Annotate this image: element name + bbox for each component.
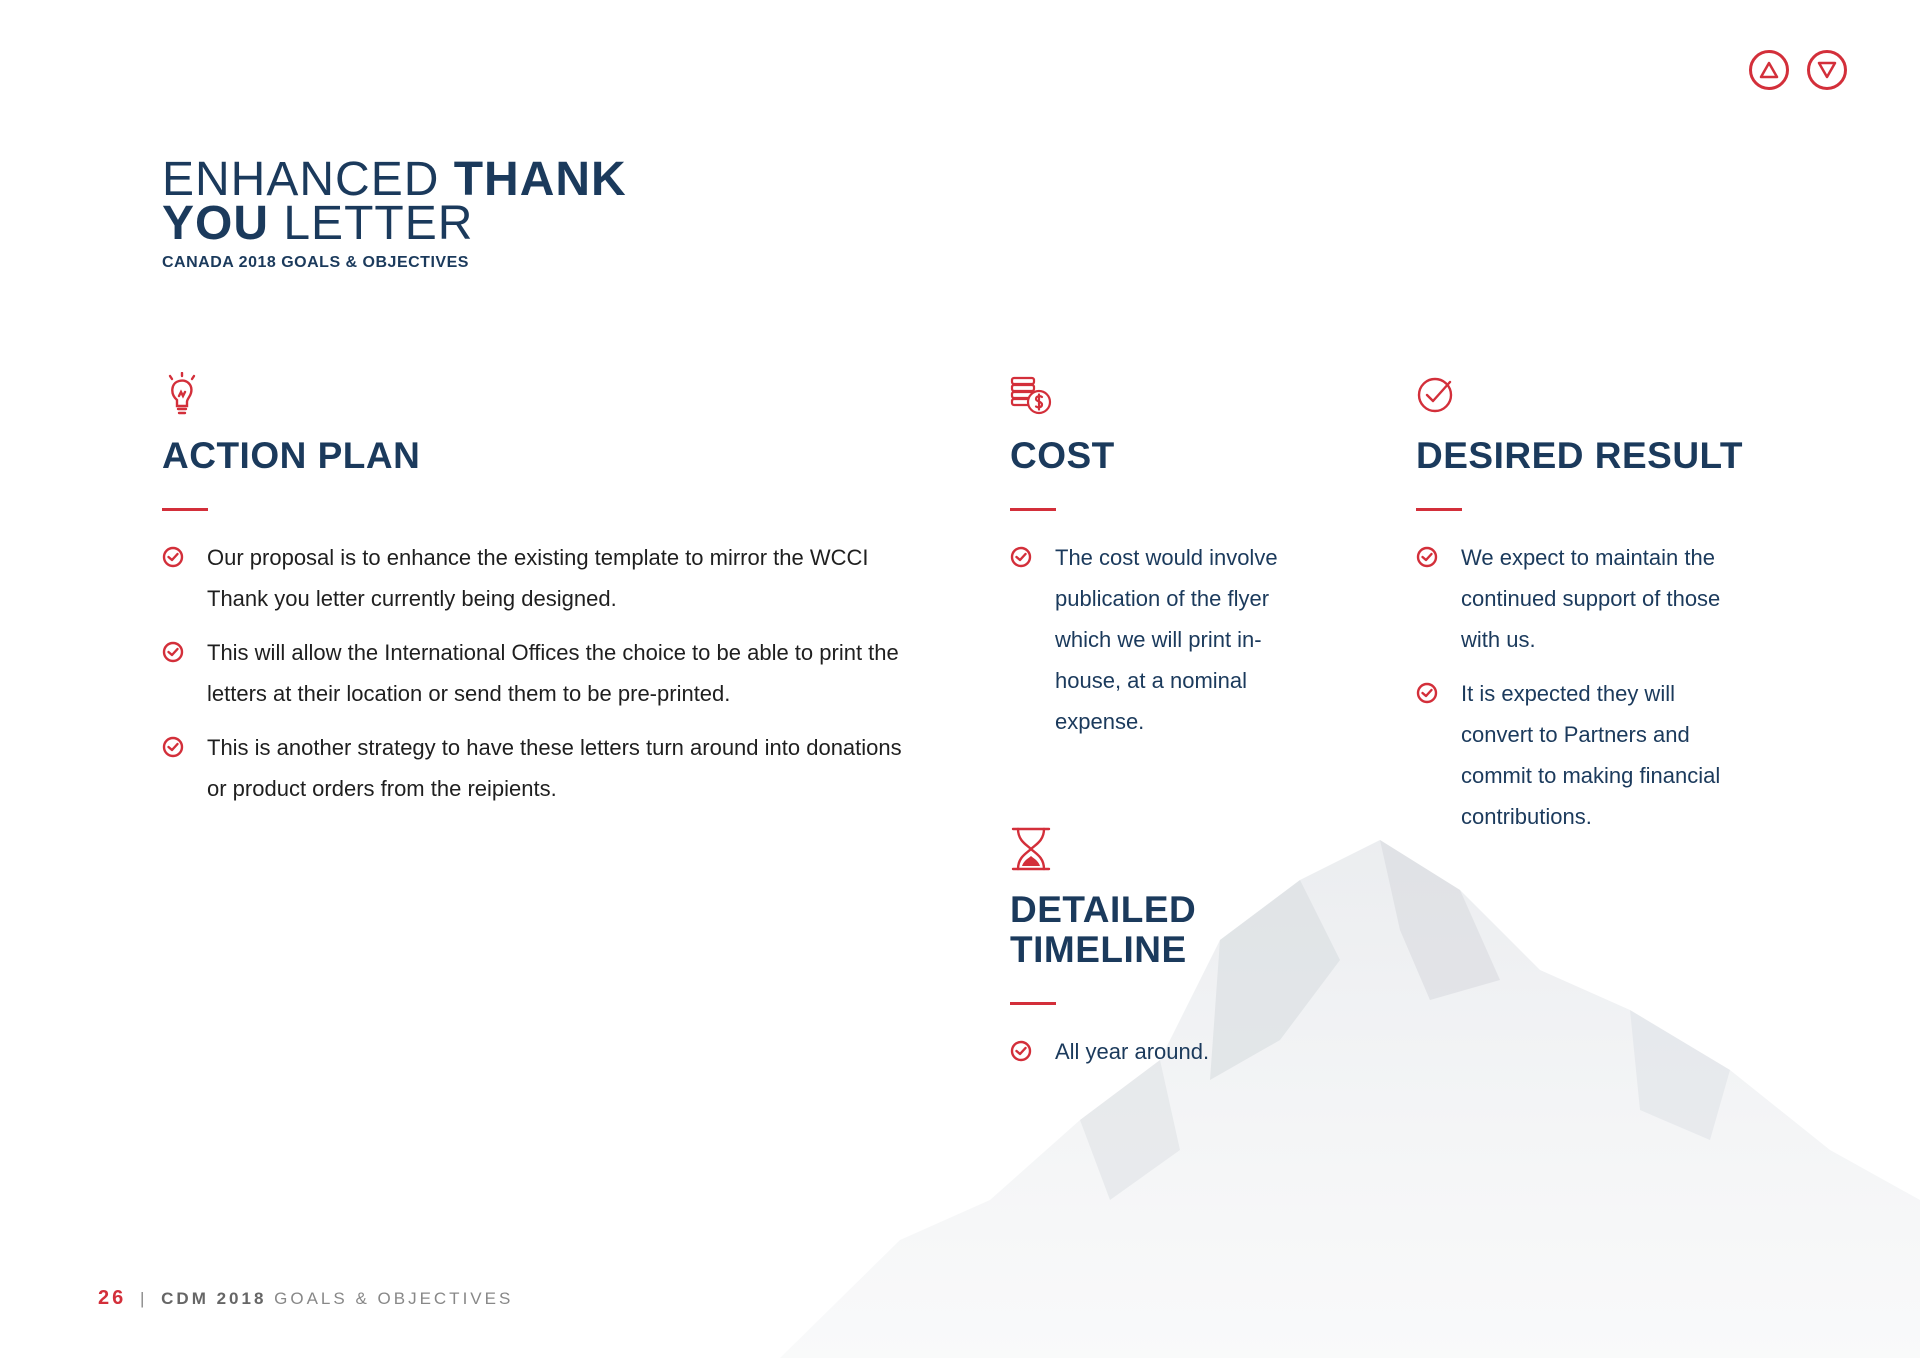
timeline-heading-line-1: DETAILED (1010, 889, 1197, 930)
action-plan-list (162, 537, 922, 809)
check-circle-icon (1416, 546, 1438, 568)
check-circle-icon (1010, 546, 1032, 568)
title-light-text-2: LETTER (269, 197, 474, 250)
check-circle-icon (162, 546, 184, 568)
cost-section (1010, 372, 1350, 755)
list-item (162, 632, 922, 714)
check-circle-icon (1416, 682, 1438, 704)
footer-light-text: GOALS & OBJECTIVES (274, 1289, 514, 1308)
list-item-text: The cost would involve publication of the flyer which we will print in-house, at a nominal expense. (1055, 545, 1278, 734)
list-item (1010, 537, 1350, 742)
list-item (162, 537, 922, 619)
title-bold-text-2: YOU (162, 197, 270, 250)
title-light-text: ENHANCED (162, 153, 454, 206)
desired-result-heading: DESIRED RESULT (1416, 435, 1744, 476)
page-nav (1749, 50, 1847, 90)
title-bold-text: THANK (453, 153, 627, 206)
list-item (162, 727, 922, 809)
check-circle-icon (162, 736, 184, 758)
heading-divider (1010, 508, 1056, 511)
triangle-down-icon (1817, 61, 1837, 79)
action-plan-section (162, 372, 922, 822)
list-item-text: Our proposal is to enhance the existing template to mirror the WCCI Thank you letter currently being designed. (207, 545, 869, 611)
list-item (1010, 1031, 1350, 1072)
next-page-button[interactable] (1807, 50, 1847, 90)
list-item-text: We expect to maintain the continued support of those with us. (1461, 545, 1721, 652)
footer-separator: | (139, 1289, 148, 1308)
heading-divider (162, 508, 208, 511)
triangle-up-icon (1759, 61, 1779, 79)
list-item-text: This is another strategy to have these letters turn around into donations or product orders from the reipients. (207, 735, 902, 801)
check-circle-icon (162, 641, 184, 663)
lightbulb-icon (162, 372, 206, 418)
list-item (1416, 537, 1796, 660)
check-circle-icon (1010, 1040, 1032, 1062)
action-plan-heading: ACTION PLAN (162, 435, 421, 476)
timeline-list (1010, 1031, 1350, 1072)
title-line-1 (162, 153, 627, 206)
coins-icon (1010, 372, 1054, 418)
timeline-section (1010, 826, 1350, 1085)
mountain-background (780, 820, 1920, 1358)
desired-result-list (1416, 537, 1796, 837)
checkmark-circle-icon (1416, 372, 1460, 418)
timeline-heading (1010, 890, 1350, 970)
page-number: 26 (98, 1287, 127, 1309)
cost-heading: COST (1010, 435, 1115, 476)
hourglass-icon (1010, 826, 1054, 872)
previous-page-button[interactable] (1749, 50, 1789, 90)
list-item-text: It is expected they will convert to Partners and commit to making financial contributions. (1461, 681, 1721, 829)
heading-divider (1416, 508, 1462, 511)
cost-list (1010, 537, 1350, 742)
page-subtitle: CANADA 2018 GOALS & OBJECTIVES (162, 254, 469, 271)
list-item-text: This will allow the International Offices the choice to be able to print the letters at their location or send them to be pre-printed. (207, 640, 899, 706)
page-footer (98, 1287, 513, 1310)
list-item (1416, 673, 1796, 837)
desired-result-section (1416, 372, 1796, 850)
list-item-text: All year around. (1055, 1039, 1210, 1064)
title-line-2 (162, 197, 627, 250)
heading-divider (1010, 1002, 1056, 1005)
footer-bold-text: CDM 2018 (161, 1289, 267, 1308)
page-title (162, 153, 627, 272)
timeline-heading-line-2: TIMELINE (1010, 929, 1187, 970)
